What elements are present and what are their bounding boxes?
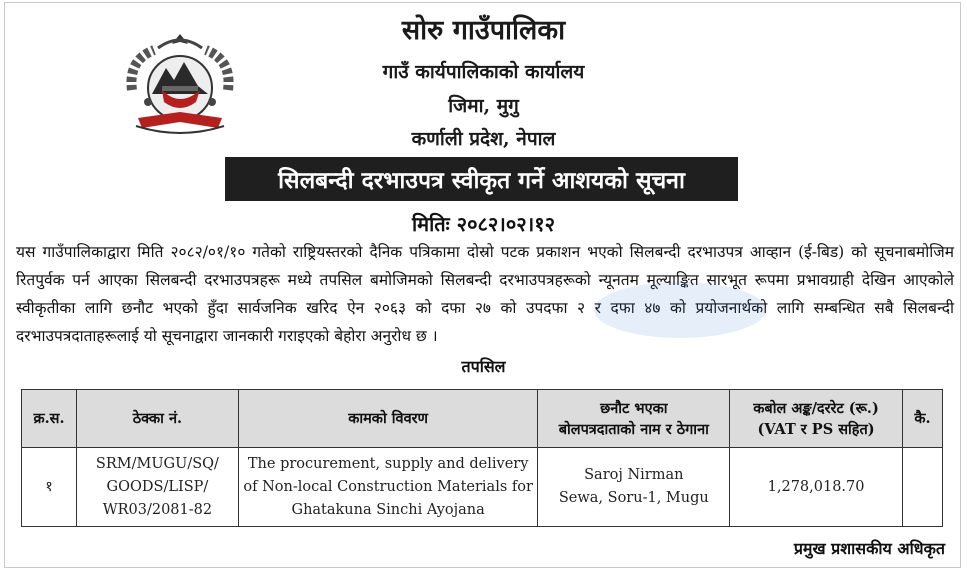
col-header-bidder [538, 390, 730, 448]
table-header-row [22, 390, 943, 448]
contract-no-line: SRM/MUGU/SQ/ [95, 455, 219, 472]
cell-description [238, 448, 538, 527]
notice-body: यस गाउँपालिकाद्वारा मिति २०८२/०१/१० गतेको राष्ट्रियस्तरको दैनिक पत्रिकामा दोस्रो पटक प्रकाशन भएको सिलबन्दी दरभाउपत्र आव्हान (ई-बिड) को सूचनाबमोजिम रितपुर्वक पर्न आएका सिलबन्दी दरभाउपत्रहरू मध्ये तपसिल बमोजिमको सिलबन्दी दरभाउपत्रहरूको न्यूनतम मूल्याङ्कित सारभूत रूपमा प्रभावग्राही देखिन आएकोले स्वीकृतीका लागि छनौट भएको हुँदा सार्वजनिक खरिद ऐन २०६३ को दफा २७ को उपदफा २ र दफा ४७ को प्रयोजनार्थको लागि सम्बन्धित सबै सिलबन्दी दरभाउपत्रदाताहरूलाई यो सूचनाद्वारा जानकारी गराइएको बेहोरा अनुरोध छ । [16, 243, 954, 345]
office-name: गाउँ कार्यपालिकाको कार्यालय [382, 61, 585, 83]
col-header-bidder-line2: बोलपत्रदाताको नाम र ठेगाना [558, 420, 709, 438]
col-header-contract-no: ठेक्का नं. [76, 390, 238, 448]
notice-title: सिलबन्दी दरभाउपत्र स्वीकृत गर्ने आशयको सूचना [278, 167, 685, 194]
notice-title-banner [225, 157, 738, 201]
bidder-address: Sewa, Soru-1, Mugu [558, 490, 709, 506]
col-header-description: कामको विवरण [238, 390, 538, 448]
municipality-name: सोरु गाउँपालिका [401, 15, 566, 46]
province-name: कर्णाली प्रदेश, नेपाल [411, 128, 556, 150]
notice-date: मितिः २०८२।०२।१२ [411, 212, 556, 236]
cell-amount: 1,278,018.70 [730, 448, 903, 527]
cell-bidder [538, 448, 730, 527]
table-row [22, 448, 943, 527]
description-line: The procurement, supply and delivery [247, 455, 529, 472]
col-header-sn: क्र.स. [22, 390, 77, 448]
selected-bids-table [21, 389, 943, 527]
description-line: of Non-local Construction Materials for [243, 478, 533, 495]
contract-no-line: WR03/2081-82 [102, 501, 213, 518]
cell-sn: १ [22, 448, 77, 527]
office-location: जिमा, मुगु [448, 95, 519, 117]
description-line: Ghatakuna Sinchi Ayojana [291, 501, 485, 518]
cell-remarks [902, 448, 942, 527]
bidder-name: Saroj Nirman [584, 467, 684, 483]
col-header-amount-line1: कबोल अङ्क/दररेट (रू.) [753, 399, 879, 417]
cell-contract-no [76, 448, 238, 527]
contract-no-line: GOODS/LISP/ [106, 478, 209, 495]
col-header-remarks: कै. [902, 390, 942, 448]
col-header-amount [730, 390, 903, 448]
col-header-bidder-line1: छनौट भएका [600, 399, 668, 417]
schedule-heading: तपसिल [461, 357, 506, 376]
signature-title: प्रमुख प्रशासकीय अधिकृत [793, 539, 945, 558]
col-header-amount-line2: (VAT र PS सहित) [757, 420, 875, 438]
